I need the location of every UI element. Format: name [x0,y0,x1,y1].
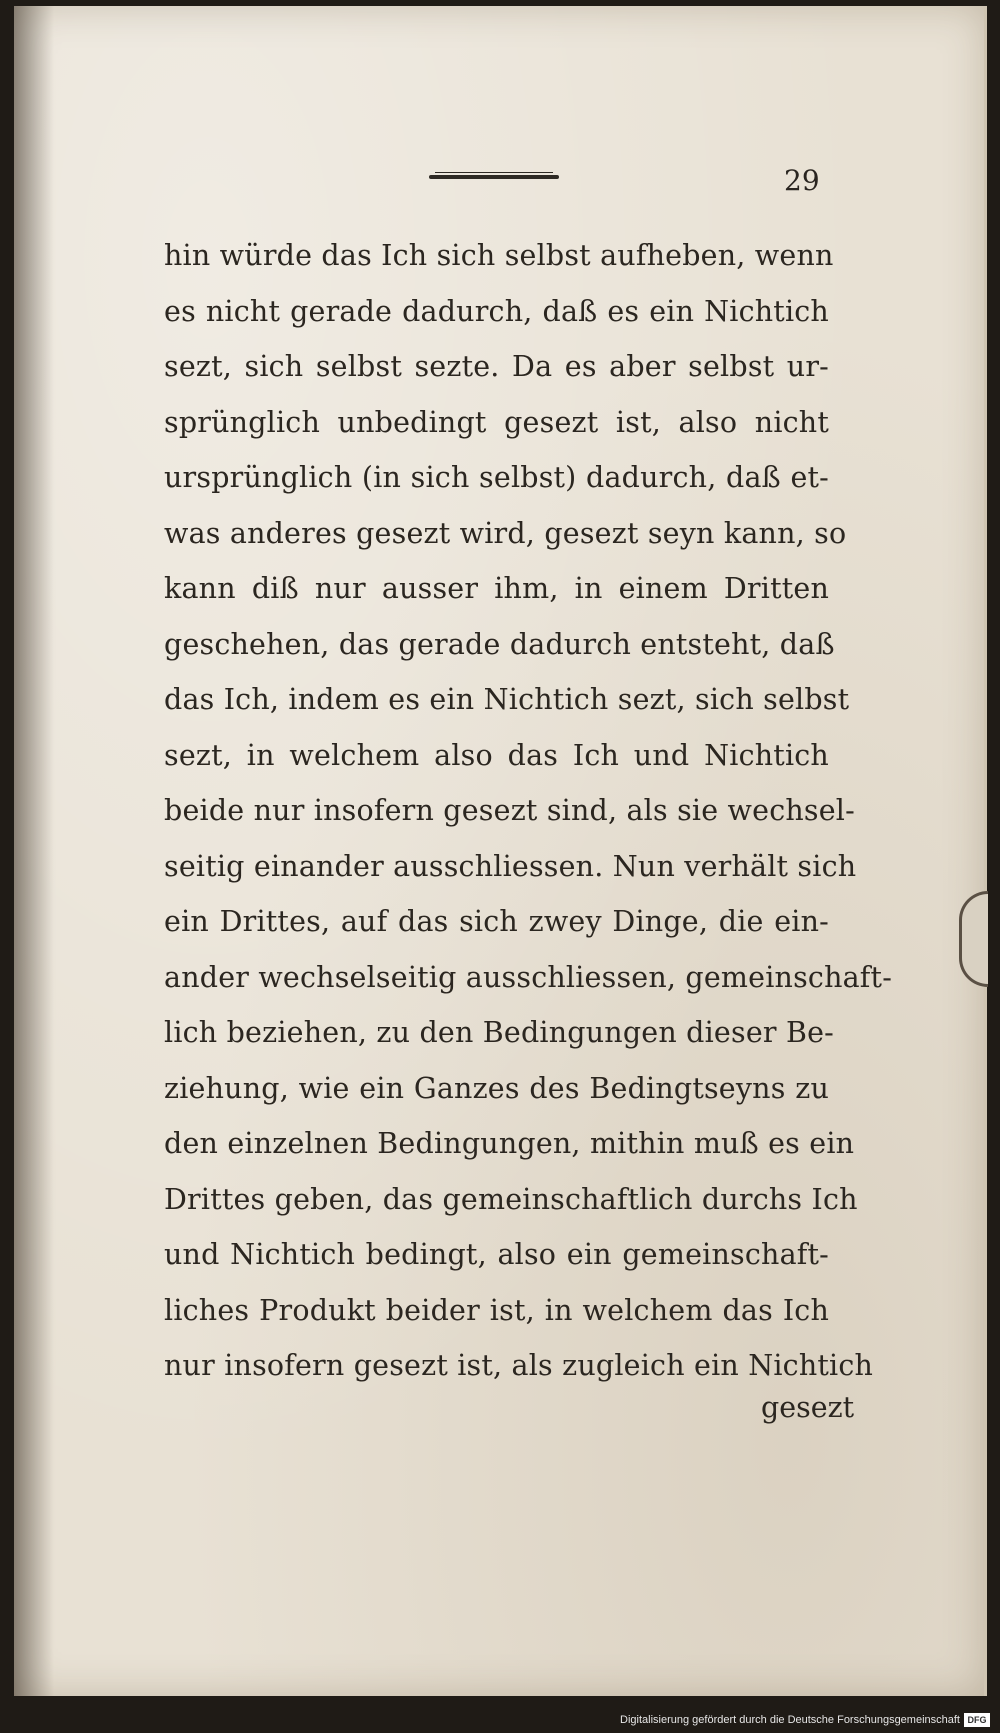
text-line: es nicht gerade dadurch, daß es ein Nichtich [164,294,829,328]
text-line: ein Drittes, auf das sich zwey Dinge, die ein- [164,905,829,938]
text-line: nur insofern gesezt ist, als zugleich ein Nichtich [164,1349,874,1382]
text-line: ziehung, wie ein Ganzes des Bedingtseyns zu [164,1071,829,1105]
binding-shadow [14,6,54,1696]
text-line: liches Produkt beider ist, in welchem das Ich [164,1293,829,1327]
dfg-logo-icon: DFG [964,1713,990,1727]
digitization-credit: Digitalisierung gefördert durch die Deutsche Forschungsgemeinschaft [620,1714,960,1726]
text-line: lich beziehen, zu den Bedingungen dieser Be- [164,1016,835,1049]
text-line: beide nur insofern gesezt sind, als sie wechsel- [164,794,855,827]
header-ornament-rule [429,172,559,182]
book-page [14,6,987,1696]
text-line: das Ich, indem es ein Nichtich sezt, sich selbst [164,683,850,716]
text-line: ursprünglich (in sich selbst) dadurch, daß et- [164,461,829,494]
text-line: seitig einander ausschliessen. Nun verhält sich [164,849,857,883]
text-line: ander wechselseitig ausschliessen, gemeinschaft- [164,960,893,994]
footer-bar [0,1710,1000,1733]
text-line: geschehen, das gerade dadurch entsteht, daß [164,627,835,661]
text-line: kann diß nur ausser ihm, in einem Dritten [164,572,829,605]
text-line: und Nichtich bedingt, also ein gemeinschaft- [164,1238,829,1271]
page-edge-tab [959,891,988,987]
text-line: Drittes geben, das gemeinschaftlich durchs Ich [164,1182,858,1216]
text-line: den einzelnen Bedingungen, mithin muß es ein [164,1127,855,1160]
catchword: gesezt [761,1391,855,1424]
text-line: hin würde das Ich sich selbst aufheben, wenn [164,239,834,272]
text-line: sezt, sich selbst sezte. Da es aber selbst ur- [164,350,829,383]
text-line: sezt, in welchem also das Ich und Nichtich [164,738,829,772]
body-text [164,228,893,1394]
page-number: 29 [784,164,820,197]
text-line: sprünglich unbedingt gesezt ist, also nicht [164,405,829,439]
text-line: was anderes gesezt wird, gesezt seyn kann, so [164,516,847,550]
